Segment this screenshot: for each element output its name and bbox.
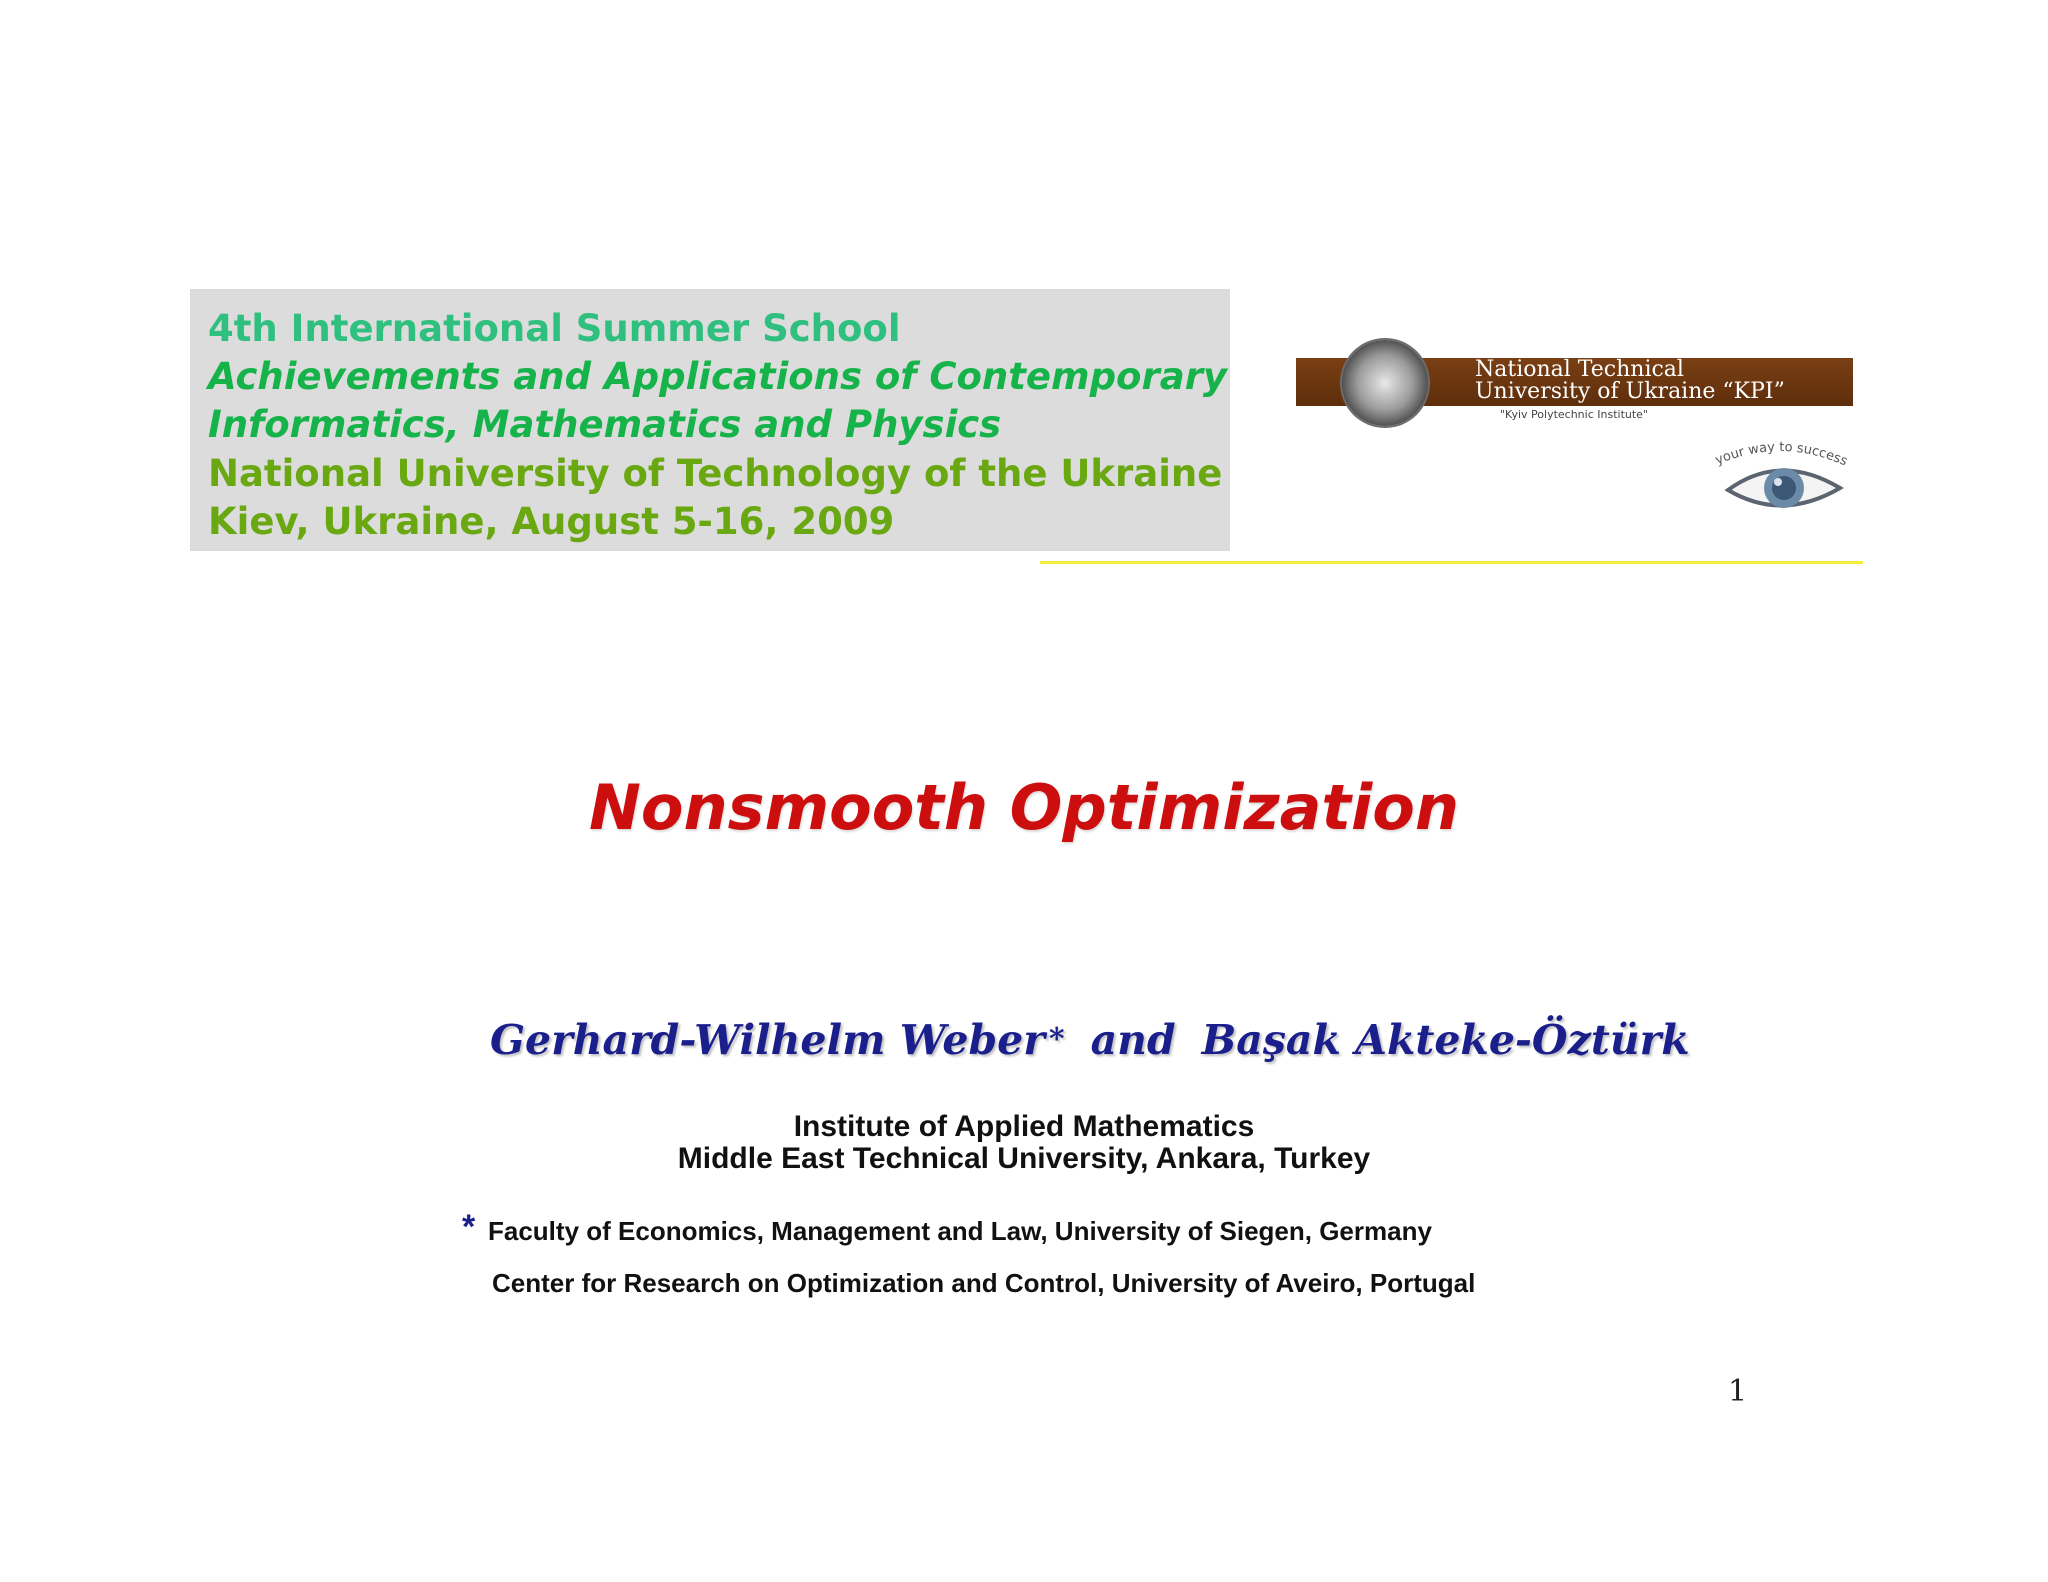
author-2: Başak Akteke-Öztürk (1201, 1016, 1690, 1064)
affiliation-star-marker: * (462, 1208, 476, 1246)
author-1-star-marker: * (1048, 1022, 1065, 1057)
affiliation-university: Middle East Technical University, Ankara, Turkey (677, 1142, 1371, 1175)
conference-host: National University of Technology of the Ukraine (208, 452, 1223, 495)
author-1: Gerhard-Wilhelm Weber (490, 1016, 1045, 1064)
university-subtitle: "Kyiv Polytechnic Institute" (1500, 408, 1648, 421)
university-seal-icon (1342, 340, 1428, 426)
conference-theme-line-1: Achievements and Applications of Contemporary (208, 355, 1228, 398)
conference-header-box (190, 289, 1230, 551)
university-name-line-1: National Technical (1475, 357, 1684, 382)
authors-conjunction: and (1090, 1016, 1176, 1064)
affiliation-aveiro: Center for Research on Optimization and Control, University of Aveiro, Portugal (492, 1268, 1476, 1298)
authors-line (490, 1012, 1690, 1068)
page-number: 1 (1728, 1374, 1748, 1409)
presentation-title: Nonsmooth Optimization (588, 771, 1460, 844)
conference-location-date: Kiev, Ukraine, August 5-16, 2009 (208, 500, 895, 543)
header-divider (1040, 561, 1863, 564)
eye-logo-icon (1700, 440, 1860, 515)
affiliation-siegen: Faculty of Economics, Management and Law, University of Siegen, Germany (488, 1216, 1432, 1246)
university-name-line-2: University of Ukraine “KPI” (1475, 379, 1785, 404)
slogan-text: your way to success (1713, 440, 1850, 470)
affiliation-institute: Institute of Applied Mathematics (793, 1110, 1255, 1143)
conference-theme-line-2: Informatics, Mathematics and Physics (208, 403, 1002, 446)
conference-name: 4th International Summer School (208, 307, 901, 350)
